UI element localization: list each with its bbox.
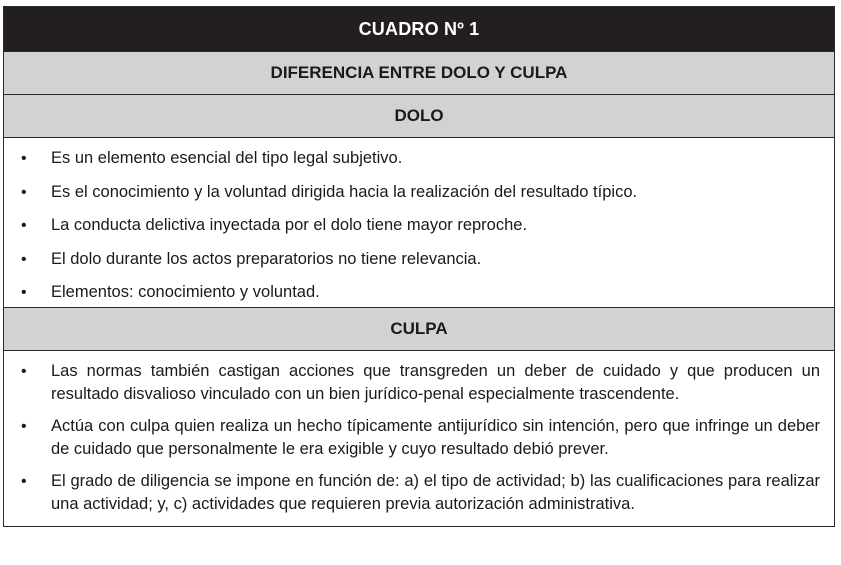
table-title: CUADRO Nº 1 (4, 7, 834, 52)
bullet-icon: • (21, 473, 27, 490)
bullet-icon: • (21, 150, 27, 167)
list-item-text: El grado de diligencia se impone en función de: a) el tipo de actividad; b) las cualificaciones para realizar una actividad; y, c) actividades que requieren previa autorización administrativa. (51, 472, 820, 513)
list-item-text: Es un elemento esencial del tipo legal subjetivo. (51, 149, 403, 167)
bullet-icon: • (21, 250, 27, 268)
bullet-icon: • (21, 418, 27, 435)
list-item-text: Actúa con culpa quien realiza un hecho típicamente antijurídico sin intención, pero que infringe un deber de cuidado que personalmente le era exigible y cuyo resultado debió prever. (51, 417, 820, 458)
comparison-table (3, 6, 835, 527)
list-item-text: Elementos: conocimiento y voluntad. (51, 283, 320, 301)
list-item (4, 281, 834, 304)
bullet-icon: • (21, 217, 27, 234)
list-item (4, 415, 834, 461)
list-item-text: El dolo durante los actos preparatorios no tiene relevancia. (51, 249, 482, 268)
bullet-icon: • (21, 183, 27, 201)
list-item (4, 181, 834, 204)
list-item-text: Las normas también castigan acciones que transgreden un deber de cuidado y que producen un resultado disvalioso vinculado con un bien jurídico-penal especialmente trascendente. (51, 362, 820, 403)
section-heading-dolo: DOLO (4, 95, 834, 138)
bullet-icon: • (21, 284, 27, 301)
dolo-list (4, 138, 834, 308)
table-subtitle: DIFERENCIA ENTRE DOLO Y CULPA (4, 52, 834, 95)
section-heading-culpa: CULPA (4, 308, 834, 351)
list-item (4, 470, 834, 516)
list-item-text: Es el conocimiento y la voluntad dirigida hacia la realización del resultado típico. (51, 182, 638, 201)
list-item (4, 360, 834, 406)
bullet-icon: • (21, 363, 27, 380)
list-item (4, 248, 834, 271)
culpa-list (4, 351, 834, 526)
list-item-text: La conducta delictiva inyectada por el dolo tiene mayor reproche. (51, 216, 528, 234)
list-item (4, 214, 834, 237)
list-item (4, 147, 834, 170)
